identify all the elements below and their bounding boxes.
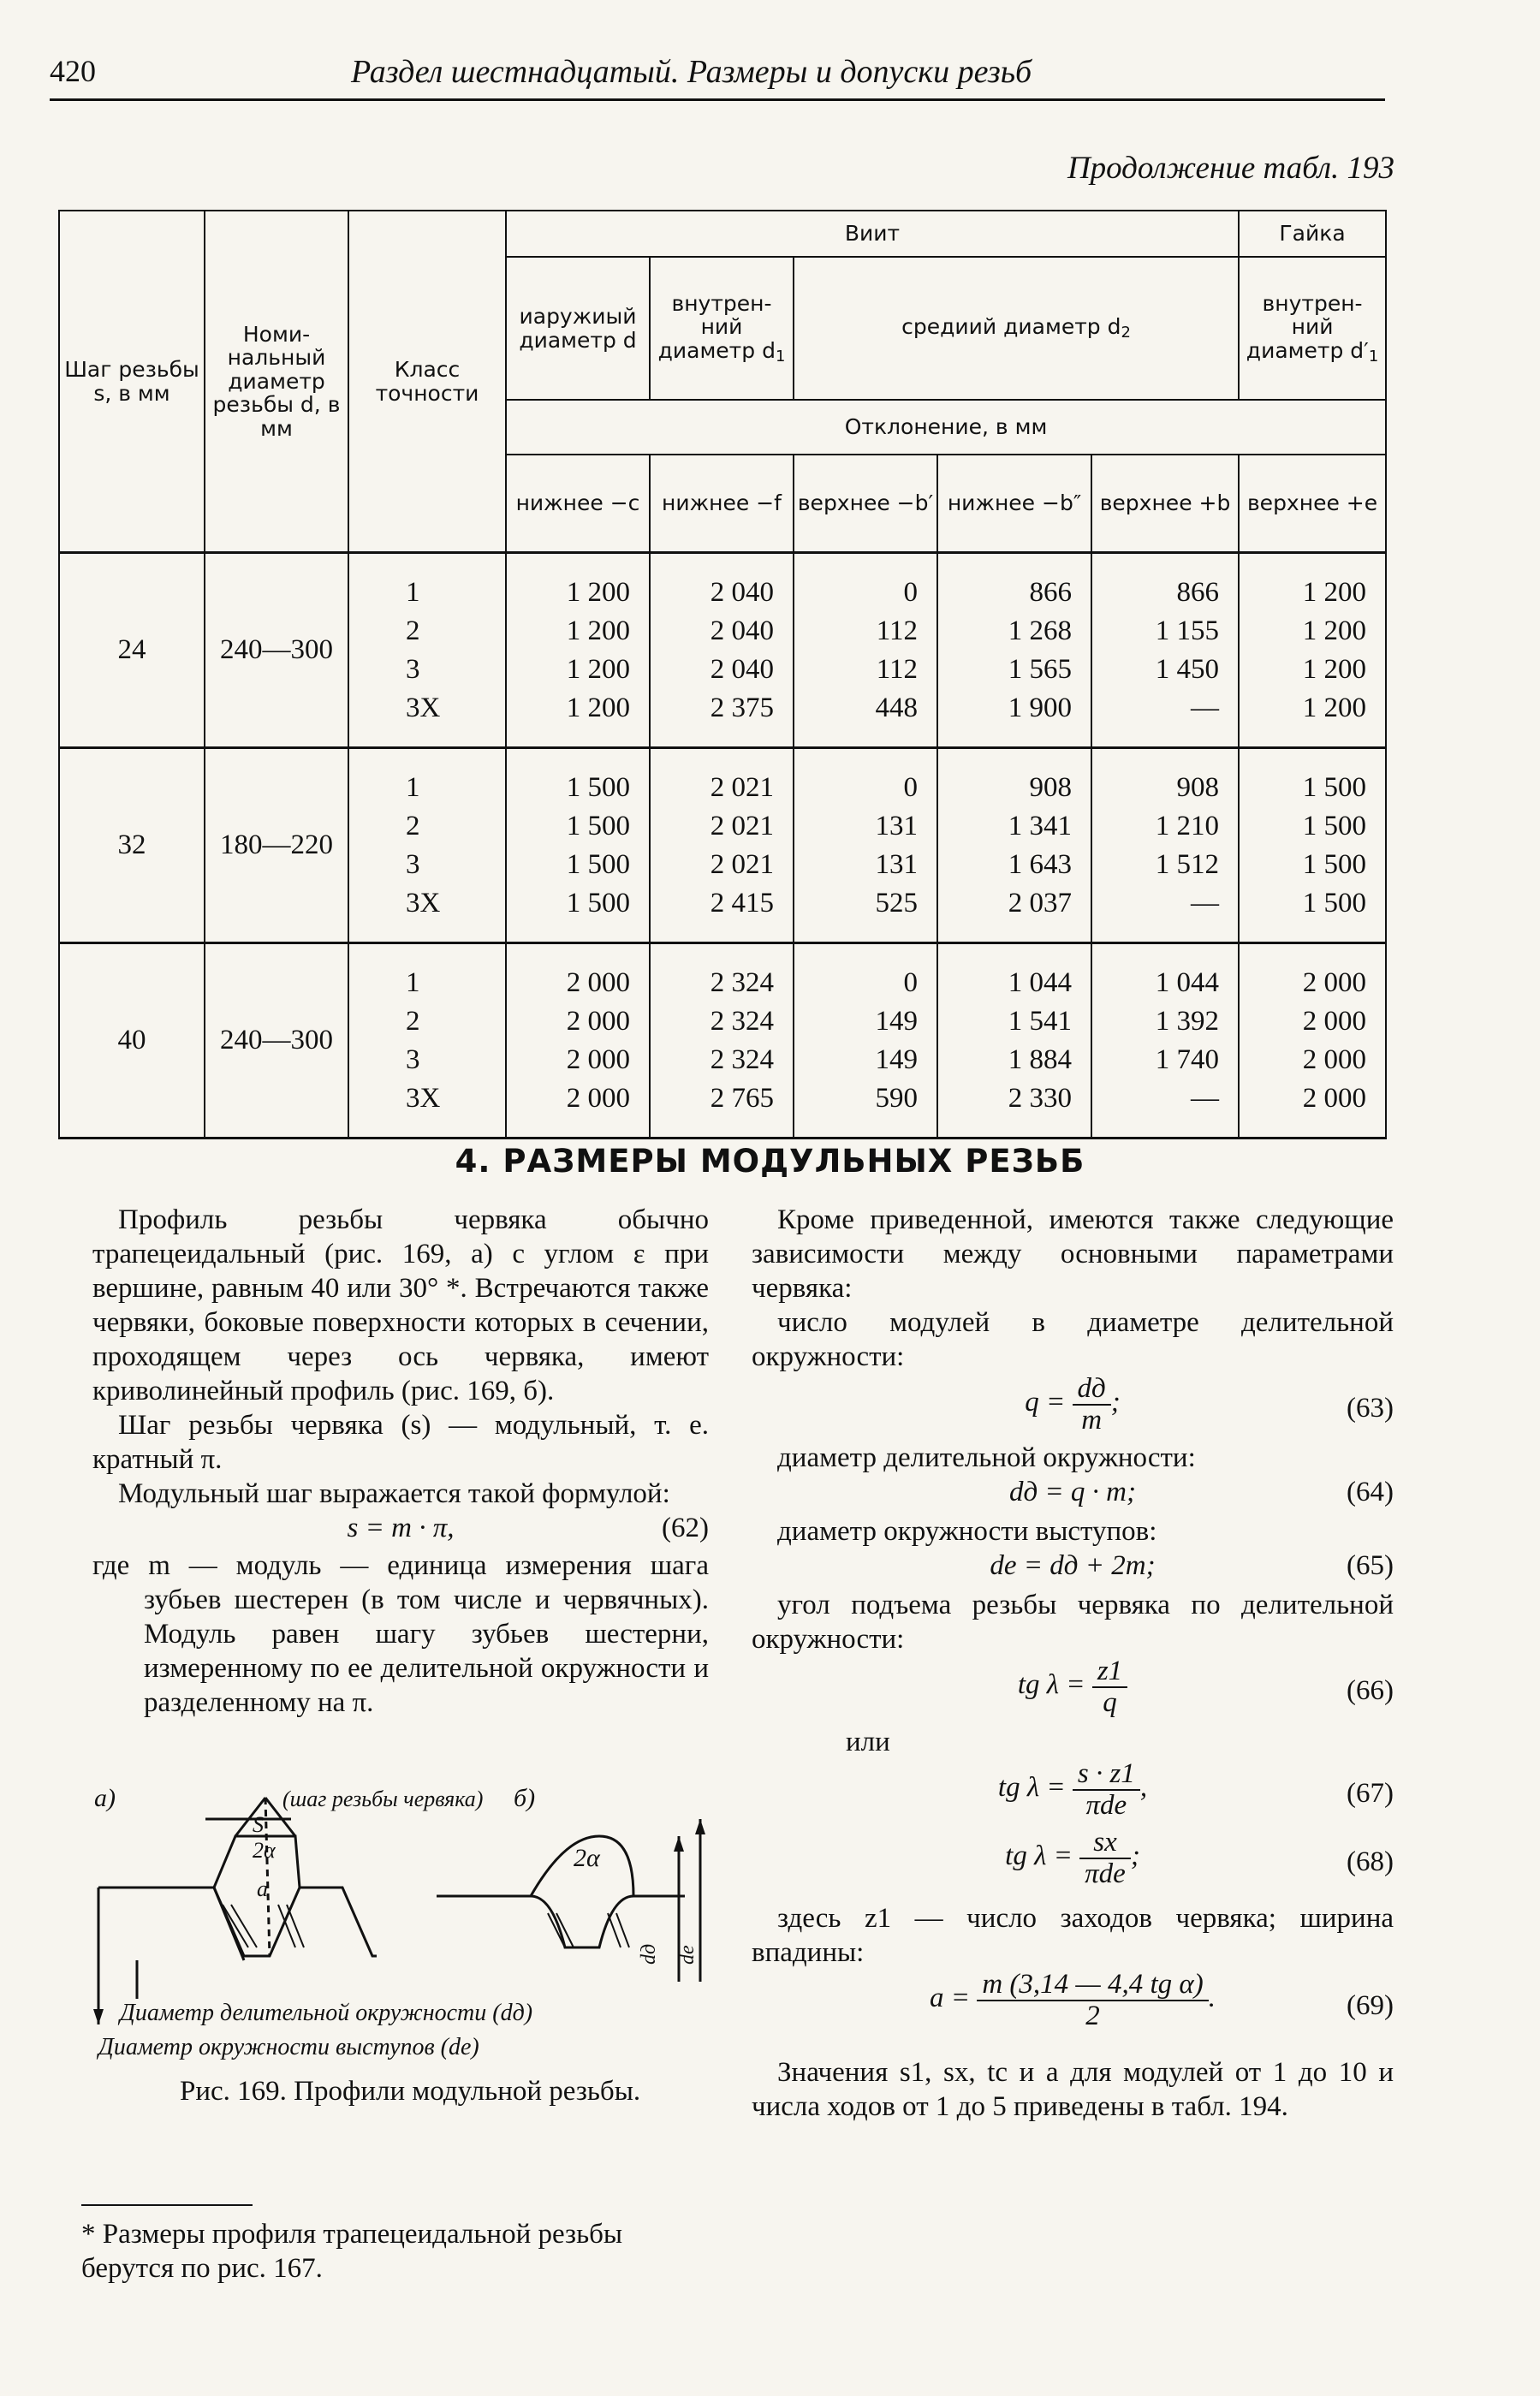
paragraph: Значения s1, sx, tc и a для модулей от 1 до 10 и числа ходов от 1 до 5 приведены в табл. 194. [752, 2057, 1394, 2122]
nominal-cell: 240—300 [205, 553, 348, 748]
figure-label-a: а) [94, 1785, 116, 1812]
angle-label-a: 2α [253, 1838, 276, 1863]
table-row [59, 553, 1386, 748]
deviation-value: 2 324 [710, 966, 774, 998]
paragraph: число модулей в диаметре делительной окружности: [752, 1307, 1394, 1372]
value-cell-e [1239, 748, 1386, 943]
deviation-value: 1 740 [1155, 1043, 1220, 1075]
equation-number: (62) [662, 1513, 709, 1543]
value-cell-b1 [794, 748, 937, 943]
value-cell-b1 [794, 553, 937, 748]
value-cell-c [506, 748, 650, 943]
deviation-value: 2 021 [710, 771, 774, 803]
col-nominal: Номи- нальный диаметр резьбы d, в мм [205, 211, 348, 553]
value-cell-e [1239, 943, 1386, 1139]
deviation-value: 2 000 [1302, 1082, 1367, 1114]
dev-upper-b1: верхнее −b′ [794, 455, 937, 553]
equation-68: tg λ = $\frac{sx}{\text{πde}}$ ; (68) [1005, 1827, 1394, 1889]
class-value: 2 [406, 1005, 420, 1037]
deviation-value: 2 765 [710, 1082, 774, 1114]
value-cell-b2 [937, 553, 1091, 748]
paragraph: здесь z1 — число заходов червяка; ширина впадины: [752, 1903, 1394, 1968]
value-cell-e [1239, 553, 1386, 748]
deviation-value: 866 [1176, 576, 1220, 608]
nut-inner-diameter-header: внутрен- ний диаметр $d'_1$ [1239, 257, 1386, 400]
class-value: 3 [406, 1043, 420, 1075]
footnote: * Размеры профиля трапецеидальной резьбы берутся по рис. 167. [81, 2219, 623, 2284]
equation-67: tg λ = $\frac{s \cdot z1}{\text{πde}}$ , (67) [997, 1758, 1394, 1821]
deviation-value: 2 415 [710, 887, 774, 919]
deviation-value: 1 200 [566, 576, 630, 608]
deviation-value: 2 000 [566, 966, 630, 998]
deviation-value: 1 200 [1302, 653, 1367, 685]
deviation-value: 2 000 [1302, 1043, 1367, 1075]
equation-65: de = dд + 2m; (65) [990, 1550, 1394, 1581]
value-cell-c [506, 553, 650, 748]
deviation-value: 1 268 [1008, 615, 1072, 646]
paragraph: где m — модуль — единица измерения шага зубьев шестерен (в том числе и червячных). Модуль равен шагу зубьев шестерни, измеренному по ее делительной окружности и разделенному на π. [92, 1550, 709, 1718]
value-cell-b [1091, 748, 1239, 943]
deviation-value: 2 000 [1302, 966, 1367, 998]
left-column [92, 1203, 709, 1720]
deviation-value: 1 500 [1302, 810, 1367, 841]
page-number: 420 [50, 54, 96, 88]
group-screw: Виит [506, 211, 1239, 257]
deviation-value: 149 [875, 1043, 918, 1075]
deviation-value: 2 375 [710, 692, 774, 723]
or-word: или [846, 1727, 890, 1757]
deviation-value: 2 330 [1008, 1082, 1072, 1114]
deviation-value: 1 392 [1155, 1005, 1220, 1037]
pitch-cell: 32 [59, 748, 205, 943]
deviation-value: 1 210 [1155, 810, 1220, 841]
right-column [752, 1203, 1394, 2124]
deviation-value: 590 [875, 1082, 918, 1114]
paragraph: Модульный шаг выражается такой формулой: [118, 1478, 670, 1509]
deviation-value: 1 200 [566, 692, 630, 723]
deviation-value: 2 040 [710, 576, 774, 608]
outer-diameter-header: иаружиый диаметр d [506, 257, 650, 400]
deviation-value: 1 500 [566, 848, 630, 880]
angle-label-b: 2α [574, 1844, 600, 1872]
mean-diameter-header: средиий диаметр $d_2$ [794, 257, 1239, 400]
deviation-value: 1 044 [1155, 966, 1220, 998]
deviation-value: 2 000 [1302, 1005, 1367, 1037]
deviation-value: 1 512 [1155, 848, 1220, 880]
deviation-value: 149 [875, 1005, 918, 1037]
dev-upper-b: верхнее +b [1091, 455, 1239, 553]
deviation-value: 1 200 [1302, 576, 1367, 608]
deviation-value: 2 040 [710, 615, 774, 646]
deviation-value: 1 500 [1302, 848, 1367, 880]
value-cell-b [1091, 553, 1239, 748]
deviation-value: 1 200 [1302, 615, 1367, 646]
class-cell [348, 943, 506, 1139]
class-value: 2 [406, 810, 420, 841]
de-label: de [676, 1945, 699, 1965]
deviation-value: 908 [1029, 771, 1072, 803]
inner-diameter-header: внутрен- ний диаметр $d_1$ [650, 257, 794, 400]
deviation-value: 0 [903, 771, 918, 803]
equation-69: a = $\frac{\text{m (3,14 — 4,4 tg α)}}{2}$ . (69) [930, 1969, 1394, 2031]
equation-number: (65) [1347, 1550, 1394, 1581]
deviation-value: 1 500 [566, 887, 630, 919]
deviation-value: 1 200 [566, 615, 630, 646]
value-cell-b [1091, 943, 1239, 1139]
deviation-value: 112 [876, 653, 918, 685]
deviation-value: 1 500 [1302, 887, 1367, 919]
deviation-value: 112 [876, 615, 918, 646]
a-label: a [257, 1876, 268, 1901]
nominal-cell: 240—300 [205, 943, 348, 1139]
col-pitch: Шаг резьбы s, в мм [59, 211, 205, 553]
deviation-value: 1 565 [1008, 653, 1072, 685]
deviation-value: 866 [1029, 576, 1072, 608]
class-value: 2 [406, 615, 420, 646]
deviation-value: 0 [903, 966, 918, 998]
deviation-value: 908 [1176, 771, 1220, 803]
footnote-rule [81, 2204, 253, 2206]
equation-body: s = m · π, [347, 1513, 455, 1543]
dev-upper-e: верхнее +e [1239, 455, 1386, 553]
figure-caption: Рис. 169. Профили модульной резьбы. [180, 2076, 641, 2107]
deviation-value: 1 541 [1008, 1005, 1072, 1037]
class-value: 3X [406, 692, 441, 723]
class-value: 3 [406, 848, 420, 880]
deviation-value: 131 [875, 848, 918, 880]
legend-outer-diameter: Диаметр окружности выступов (de) [98, 2034, 479, 2060]
nominal-cell: 180—220 [205, 748, 348, 943]
equation-62 [92, 1511, 709, 1549]
deviation-value: 2 000 [566, 1043, 630, 1075]
deviation-value: 448 [875, 692, 918, 723]
dev-lower-f: нижнее −f [650, 455, 794, 553]
deviation-value: 1 200 [1302, 692, 1367, 723]
deviation-value: 0 [903, 576, 918, 608]
dd-label: dд [638, 1943, 660, 1965]
table-row [59, 748, 1386, 943]
value-cell-c [506, 943, 650, 1139]
section-title: 4. РАЗМЕРЫ МОДУЛЬНЫХ РЕЗЬБ [455, 1143, 1085, 1180]
deviation-value: 1 044 [1008, 966, 1072, 998]
dev-lower-b2: нижнее −b″ [937, 455, 1091, 553]
equation-number: (64) [1347, 1477, 1394, 1507]
equation-64: dд = q · m; (64) [1008, 1477, 1394, 1507]
deviation-value: — [1191, 1082, 1220, 1114]
value-cell-b2 [937, 943, 1091, 1139]
equation-number: (67) [1347, 1778, 1394, 1809]
deviation-value: 1 450 [1155, 653, 1220, 685]
class-value: 1 [406, 576, 420, 608]
equation-number: (66) [1347, 1675, 1394, 1706]
s-label: S [253, 1812, 264, 1837]
figure-label-b: б) [514, 1785, 536, 1812]
paragraph: диаметр окружности выступов: [777, 1516, 1157, 1547]
deviation-value: 1 500 [566, 771, 630, 803]
deviation-value: 1 900 [1008, 692, 1072, 723]
value-cell-f [650, 943, 794, 1139]
deviation-value: 1 643 [1008, 848, 1072, 880]
value-cell-f [650, 553, 794, 748]
running-header: Раздел шестнадцатый. Размеры и допуски резьб [351, 54, 1032, 90]
value-cell-b1 [794, 943, 937, 1139]
legend-pitch-diameter: Диаметр делительной окружности (dд) [120, 2000, 533, 2026]
equation-number: (69) [1347, 1990, 1394, 2021]
deviation-value: 1 500 [566, 810, 630, 841]
class-value: 3 [406, 653, 420, 685]
header-rule [50, 98, 1385, 101]
paragraph: Шаг резьбы червяка (s) — модульный, т. е. кратный π. [92, 1410, 709, 1475]
table-row [59, 943, 1386, 1139]
paragraph: Кроме приведенной, имеются также следующие зависимости между основными параметрами червяка: [752, 1204, 1394, 1304]
class-value: 3X [406, 1082, 441, 1114]
value-cell-b2 [937, 748, 1091, 943]
col-class: Класс точности [348, 211, 506, 553]
pitch-cell: 24 [59, 553, 205, 748]
equation-63: q = $\frac{dд}{m}$ ; (63) [1025, 1373, 1394, 1436]
deviation-value: 1 341 [1008, 810, 1072, 841]
figure-169 [86, 1785, 719, 2067]
deviation-value: — [1191, 692, 1220, 723]
tolerance-table [58, 210, 1387, 1139]
group-nut: Гайка [1239, 211, 1386, 257]
dev-lower-c: нижнее −c [506, 455, 650, 553]
deviation-value: 2 021 [710, 848, 774, 880]
table-continuation-label: Продолжение табл. 193 [1067, 151, 1394, 186]
deviation-value: 525 [875, 887, 918, 919]
deviation-value: 1 200 [566, 653, 630, 685]
deviation-value: 2 000 [566, 1005, 630, 1037]
deviation-value: 2 324 [710, 1043, 774, 1075]
paragraph: Профиль резьбы червяка обычно трапецеидальный (рис. 169, а) с углом ε при вершине, равным 40 или 30° *. Встречаются также червяки, боковые поверхности которых в сечении, проходящем через ось червяка, имеют криволинейный профиль (рис. 169, б). [92, 1204, 709, 1406]
class-value: 3X [406, 887, 441, 919]
deviation-value: 2 040 [710, 653, 774, 685]
class-cell [348, 748, 506, 943]
deviation-header: Отклонение, в мм [506, 400, 1386, 455]
class-cell [348, 553, 506, 748]
deviation-value: 1 155 [1155, 615, 1220, 646]
pitch-cell: 40 [59, 943, 205, 1139]
value-cell-f [650, 748, 794, 943]
deviation-value: 2 021 [710, 810, 774, 841]
deviation-value: — [1191, 887, 1220, 919]
paragraph: диаметр делительной окружности: [777, 1442, 1196, 1473]
deviation-value: 131 [875, 810, 918, 841]
deviation-value: 2 037 [1008, 887, 1072, 919]
deviation-value: 1 500 [1302, 771, 1367, 803]
paragraph: угол подъема резьбы червяка по делительной окружности: [752, 1590, 1394, 1655]
pitch-note: (шаг резьбы червяка) [282, 1787, 484, 1811]
deviation-value: 1 884 [1008, 1043, 1072, 1075]
deviation-value: 2 324 [710, 1005, 774, 1037]
equation-66: tg λ = $\frac{z1}{q}$ (66) [1017, 1656, 1394, 1718]
equation-number: (68) [1347, 1846, 1394, 1877]
equation-number: (63) [1347, 1393, 1394, 1424]
class-value: 1 [406, 966, 420, 998]
deviation-value: 2 000 [566, 1082, 630, 1114]
class-value: 1 [406, 771, 420, 803]
